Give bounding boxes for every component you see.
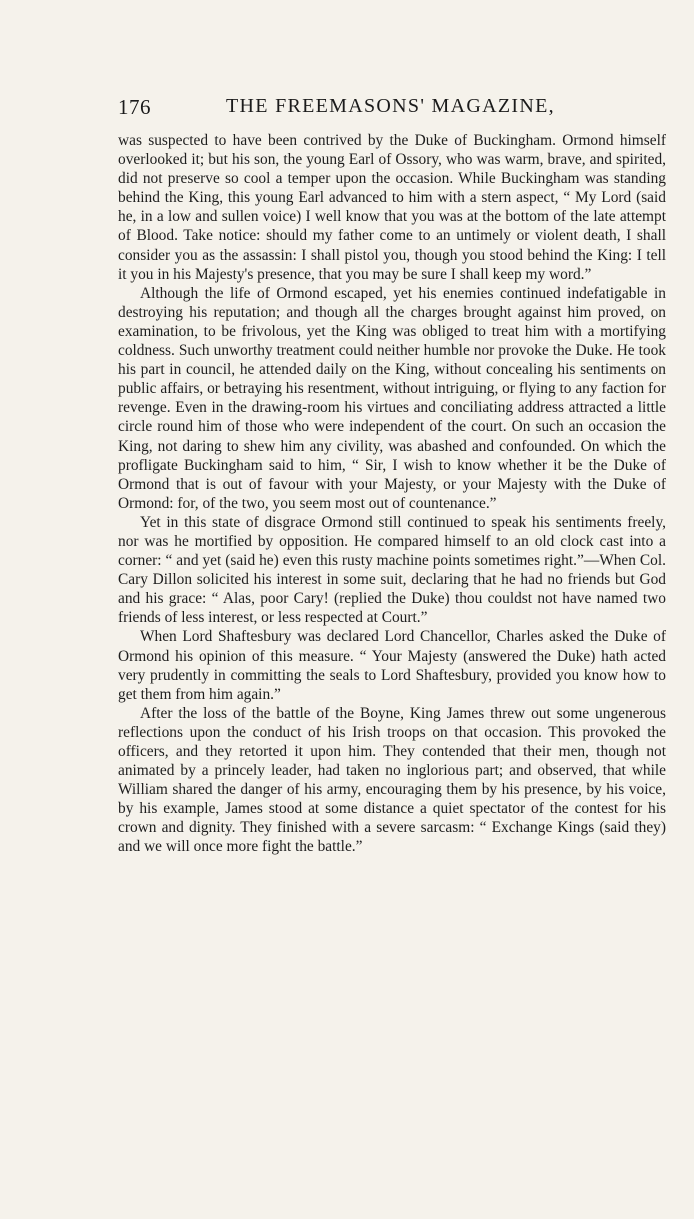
- paragraph-2: Although the life of Ormond escaped, yet his enemies continued indefatigable in destroying his reputation; and though all the charges brought against him proved, on examination, to be frivolous, yet the King was obliged to treat him with a mortifying coldness. Such unworthy treatment could neither humble nor provoke the Duke. He took his part in council, he attended daily on the King, without concealing his sentiments on public affairs, or betraying his resentment, without intriguing, or flying to any faction for revenge. Even in the drawing-room his virtues and conciliating address attracted a little circle round him of those who were independent of the court. On such an occasion the King, not daring to shew him any civility, was abashed and confounded. On which the profligate Buckingham said to him, “ Sir, I wish to know whether it be the Duke of Ormond that is out of favour with your Majesty, or your Majesty with the Duke of Ormond: for, of the two, you seem most out of countenance.”: [118, 284, 666, 512]
- running-head: [118, 95, 666, 123]
- paragraph-4: When Lord Shaftesbury was declared Lord Chancellor, Charles asked the Duke of Ormond his opinion of this measure. “ Your Majesty (answered the Duke) hath acted very prudently in committing the seals to Lord Shaftesbury, provided you know how to get them from him again.”: [118, 628, 666, 703]
- journal-title: THE FREEMASONS' MAGAZINE,: [226, 95, 555, 117]
- page-number: 176: [118, 95, 151, 119]
- paragraph-5: After the loss of the battle of the Boyne, King James threw out some ungenerous reflections upon the conduct of his Irish troops on that occasion. This provoked the officers, and they retorted it upon him. They contended that their men, though not animated by a princely leader, had taken no inglorious part; and observed, that while William shared the danger of his army, encouraging them by his presence, by his voice, by his example, James stood at some distance a quiet spectator of the contest for his crown and dignity. They finished with a severe sarcasm: “ Exchange Kings (said they) and we will once more fight the battle.”: [118, 704, 666, 856]
- paragraph-1: was suspected to have been contrived by the Duke of Buckingham. Ormond himself overlooked it; but his son, the young Earl of Ossory, who was warm, brave, and spirited, did not preserve so cool a temper upon the occasion. While Buckingham was standing behind the King, this young Earl advanced to him with a stern aspect, “ My Lord (said he, in a low and sullen voice) I well know that you was at the bottom of the late attempt of Blood. Take notice: should my father come to an untimely or violent death, I shall consider you as the assassin: I shall pistol you, though you stood behind the King: I tell it you in his Majesty's presence, that you may be sure I shall keep my word.”: [118, 132, 666, 283]
- article-body: [118, 131, 666, 857]
- paragraph-3: Yet in this state of disgrace Ormond still continued to speak his sentiments freely, nor was he mortified by opposition. He compared himself to an old clock cast into a corner: “ and yet (said he) even this rusty machine points sometimes right.”—When Col. Cary Dillon solicited his interest in some suit, declaring that he had no friends but God and his grace: “ Alas, poor Cary! (replied the Duke) thou couldst not have named two friends of less interest, or less respected at Court.”: [118, 513, 666, 627]
